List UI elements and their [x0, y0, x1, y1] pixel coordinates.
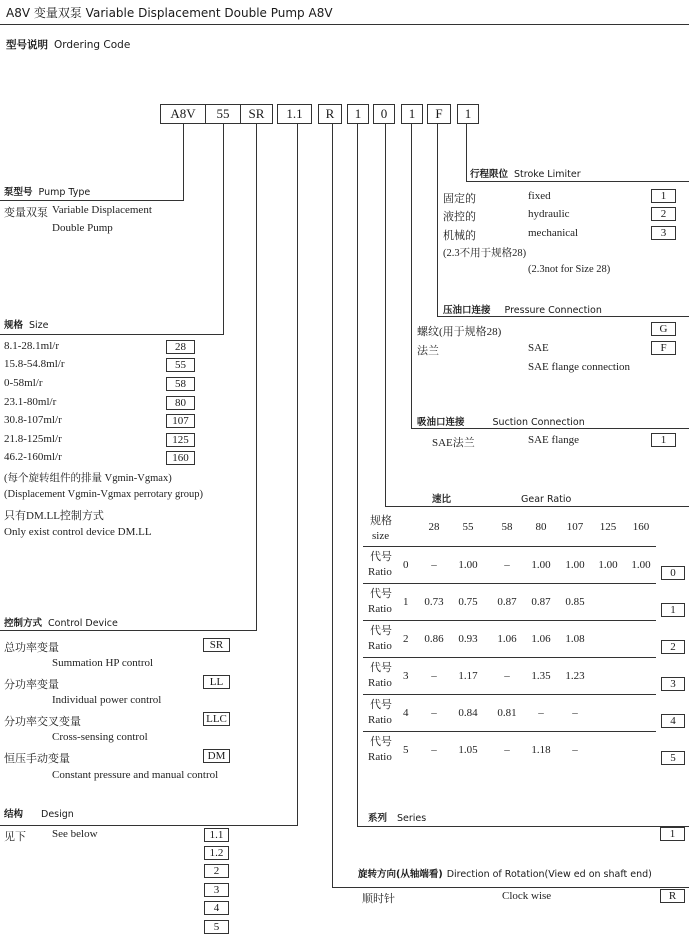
gear-row-code: 3: [661, 677, 685, 691]
rotation-item-en: Clock wise: [502, 890, 552, 902]
gear-cell: 1.17: [458, 670, 478, 682]
pump-type-desc-zh: 变量双泵: [4, 207, 48, 219]
gear-cell: 0.87: [531, 596, 551, 608]
stroke-item-en: mechanical: [528, 227, 579, 239]
gear-row-en: Ratio: [368, 640, 392, 652]
stroke-item-zh: 机械的: [443, 230, 476, 242]
rotation-item-zh: 顺时针: [362, 893, 395, 905]
size-en: Size: [29, 320, 49, 331]
code-segment: R: [318, 104, 342, 124]
gear-row-en: Ratio: [368, 677, 392, 689]
design-see-en: See below: [52, 828, 98, 840]
gear-row-n: 4: [403, 707, 409, 719]
gear-size: 160: [632, 521, 650, 533]
size-note2-zh: 只有DM.LL控制方式: [4, 510, 104, 522]
gear-cell: –: [572, 744, 578, 756]
series-en: Series: [397, 813, 427, 824]
gear-cell: 1.05: [458, 744, 478, 756]
design-en: Design: [41, 809, 74, 820]
size-code: 55: [166, 358, 195, 372]
stroke-note-zh: (2.3不用于规格28): [443, 248, 527, 259]
control-item-zh: 分功率变量: [4, 679, 59, 691]
pump-type-zh: 泵型号: [4, 187, 33, 198]
size-note-zh: (每个旋转组件的排量 Vgmin-Vgmax): [4, 473, 172, 484]
pressure-item-zh: 螺纹(用于规格28): [417, 326, 502, 338]
code-segment: 1: [347, 104, 369, 124]
code-segment: 0: [373, 104, 395, 124]
pressure-zh: 压油口连接: [443, 305, 491, 316]
size-note-en: (Displacement Vgmin-Vgmax perrotary group): [4, 489, 203, 500]
gear-cell: –: [504, 670, 510, 682]
gear-cell: 1.08: [565, 633, 585, 645]
gear-cell: –: [572, 707, 578, 719]
pressure-item-en: SAE: [528, 342, 549, 354]
size-code: 125: [166, 433, 195, 447]
control-zh: 控制方式: [4, 618, 43, 629]
series-code: 1: [660, 827, 685, 841]
series-heading: [368, 810, 426, 824]
series-zh: 系列: [368, 813, 388, 824]
pressure-item-zh: 法兰: [417, 345, 439, 357]
design-code: 2: [204, 864, 229, 878]
gear-cell: 0.86: [424, 633, 444, 645]
control-item-code: DM: [203, 749, 230, 763]
ordering-en: Ordering Code: [54, 39, 131, 51]
gear-cell: 0.84: [458, 707, 478, 719]
gear-cell: 1.00: [531, 559, 551, 571]
gear-row-zh: 代号: [370, 662, 392, 674]
gear-cell: 1.18: [531, 744, 551, 756]
ordering-zh: 型号说明: [6, 39, 48, 51]
control-item-code: SR: [203, 638, 230, 652]
pump-type-desc-en1: Variable Displacement: [52, 204, 152, 216]
control-item-zh: 分功率交叉变量: [4, 716, 81, 728]
gear-en: Gear Ratio: [521, 494, 572, 505]
rotation-heading: [358, 866, 652, 880]
pressure-en: Pressure Connection: [504, 305, 602, 316]
gear-row-code: 5: [661, 751, 685, 765]
size-label: 0-58ml/r: [4, 377, 43, 389]
stroke-item-code: 3: [651, 226, 676, 240]
pressure-heading: [443, 302, 602, 316]
gear-size: 80: [535, 521, 547, 533]
gear-row-en: Ratio: [368, 714, 392, 726]
gear-cell: –: [538, 707, 544, 719]
design-code: 4: [204, 901, 229, 915]
size-code: 80: [166, 396, 195, 410]
gear-size: 58: [501, 521, 513, 533]
gear-cell: 0.87: [497, 596, 517, 608]
size-note2-en: Only exist control device DM.LL: [4, 526, 152, 538]
gear-cell: 1.23: [565, 670, 585, 682]
size-code: 160: [166, 451, 195, 465]
gear-row-en: Ratio: [368, 603, 392, 615]
suction-en: Suction Connection: [492, 417, 585, 428]
stroke-item-code: 1: [651, 189, 676, 203]
gear-row-code: 0: [661, 566, 685, 580]
suction-code: 1: [651, 433, 676, 447]
gear-head-zh: 规格: [370, 515, 392, 527]
size-label: 23.1-80ml/r: [4, 396, 57, 408]
gear-row-n: 3: [403, 670, 409, 682]
design-see-zh: 见下: [4, 831, 26, 843]
code-segment: 1: [457, 104, 479, 124]
gear-cell: 0.93: [458, 633, 478, 645]
gear-row-n: 0: [403, 559, 409, 571]
stroke-item-code: 2: [651, 207, 676, 221]
gear-size: 107: [566, 521, 584, 533]
design-zh: 结构: [4, 809, 24, 820]
gear-row-n: 2: [403, 633, 409, 645]
ordering-heading: [6, 37, 130, 52]
gear-row-zh: 代号: [370, 551, 392, 563]
gear-row-zh: 代号: [370, 625, 392, 637]
stroke-zh: 行程限位: [470, 169, 509, 180]
pressure-item-code: F: [651, 341, 676, 355]
gear-cell: 0.81: [497, 707, 517, 719]
gear-cell: –: [431, 559, 437, 571]
size-label: 46.2-160ml/r: [4, 451, 62, 463]
stroke-item-zh: 固定的: [443, 193, 476, 205]
suction-zh: 吸油口连接: [417, 417, 465, 428]
size-label: 21.8-125ml/r: [4, 433, 62, 445]
gear-cell: –: [504, 744, 510, 756]
stroke-note-en: (2.3not for Size 28): [528, 264, 611, 275]
control-item-code: LL: [203, 675, 230, 689]
stroke-heading: [470, 166, 581, 180]
code-segment: F: [427, 104, 451, 124]
suction-item-zh: SAE法兰: [432, 437, 475, 449]
gear-cell: –: [431, 707, 437, 719]
gear-size: 28: [428, 521, 440, 533]
gear-cell: –: [504, 559, 510, 571]
design-code: 5: [204, 920, 229, 934]
design-code: 1.1: [204, 828, 229, 842]
gear-size: 55: [462, 521, 474, 533]
control-item-en: Constant pressure and manual control: [52, 769, 219, 781]
stroke-item-en: hydraulic: [528, 208, 570, 220]
control-item-en: Summation HP control: [52, 657, 154, 669]
size-zh: 规格: [4, 320, 24, 331]
gear-cell: 0.73: [424, 596, 444, 608]
rotation-code: R: [660, 889, 685, 903]
pump-type-desc-en2: Double Pump: [52, 222, 113, 234]
size-heading: [4, 317, 49, 331]
gear-cell: 1.06: [531, 633, 551, 645]
gear-cell: 1.00: [598, 559, 618, 571]
gear-cell: 1.00: [458, 559, 478, 571]
design-heading: [4, 806, 74, 820]
control-heading: [4, 615, 118, 629]
stroke-item-en: fixed: [528, 190, 551, 202]
suction-heading: [417, 414, 585, 428]
pump-type-heading: [4, 184, 90, 198]
rotation-en: Direction of Rotation(View ed on shaft end): [446, 869, 652, 880]
control-item-zh: 恒压手动变量: [4, 753, 70, 765]
gear-size: 125: [599, 521, 617, 533]
gear-head-en: size: [372, 530, 390, 542]
gear-cell: 1.35: [531, 670, 551, 682]
gear-row-n: 1: [403, 596, 409, 608]
gear-row-en: Ratio: [368, 751, 392, 763]
gear-row-zh: 代号: [370, 588, 392, 600]
suction-item-en: SAE flange: [528, 434, 580, 446]
gear-zh: 速比: [432, 494, 452, 505]
control-item-code: LLC: [203, 712, 230, 726]
gear-row-en: Ratio: [368, 566, 392, 578]
gear-cell: 1.06: [497, 633, 517, 645]
rotation-zh: 旋转方向(从轴端看): [358, 869, 443, 880]
code-segment: 1.1: [277, 104, 312, 124]
gear-cell: –: [431, 670, 437, 682]
gear-cell: 0.75: [458, 596, 478, 608]
gear-row-zh: 代号: [370, 699, 392, 711]
stroke-en: Stroke Limiter: [514, 169, 581, 180]
code-segment: 55: [205, 104, 241, 124]
size-code: 58: [166, 377, 195, 391]
design-code: 3: [204, 883, 229, 897]
control-item-zh: 总功率变量: [4, 642, 59, 654]
gear-row-zh: 代号: [370, 736, 392, 748]
control-en: Control Device: [48, 618, 118, 629]
size-code: 28: [166, 340, 195, 354]
gear-heading: [432, 491, 571, 505]
size-label: 30.8-107ml/r: [4, 414, 62, 426]
gear-row-n: 5: [403, 744, 409, 756]
code-segment: 1: [401, 104, 423, 124]
control-item-en: Cross-sensing control: [52, 731, 148, 743]
gear-row-code: 2: [661, 640, 685, 654]
design-code: 1.2: [204, 846, 229, 860]
code-segment: A8V: [160, 104, 206, 124]
gear-row-code: 4: [661, 714, 685, 728]
pressure-extra: SAE flange connection: [528, 361, 631, 373]
size-label: 15.8-54.8ml/r: [4, 358, 65, 370]
size-label: 8.1-28.1ml/r: [4, 340, 59, 352]
gear-cell: 0.85: [565, 596, 585, 608]
size-code: 107: [166, 414, 195, 428]
page-title: A8V 变量双泵 Variable Displacement Double Pump A8V: [6, 6, 333, 20]
gear-cell: –: [431, 744, 437, 756]
pump-type-en: Pump Type: [38, 187, 91, 198]
code-segment: SR: [240, 104, 273, 124]
control-item-en: Individual power control: [52, 694, 162, 706]
stroke-item-zh: 液控的: [443, 211, 476, 223]
gear-cell: 1.00: [631, 559, 651, 571]
pressure-item-code: G: [651, 322, 676, 336]
gear-row-code: 1: [661, 603, 685, 617]
gear-cell: 1.00: [565, 559, 585, 571]
